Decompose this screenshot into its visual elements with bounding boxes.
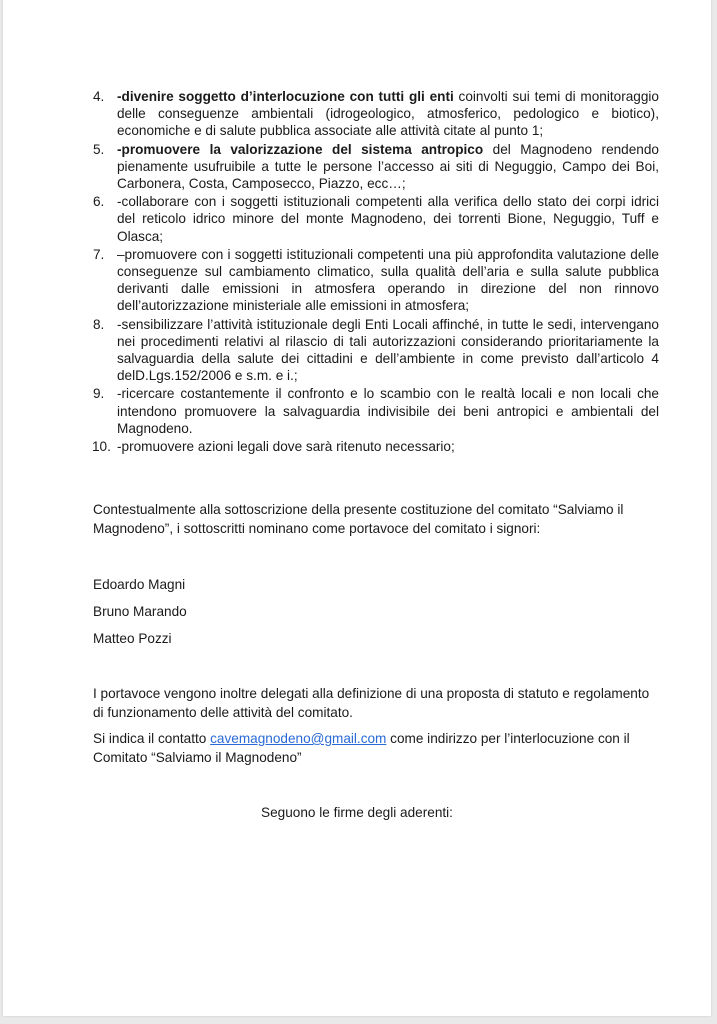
list-item-text: del Magnodeno rendendo pienamente usufruibile a tutte le persone l’accesso ai siti di Neguggio, Campo dei Boi, Carbonera, Costa, Camposecco, Piazzo, ecc…;: [117, 141, 659, 192]
list-item: [93, 193, 659, 245]
intro-paragraph: Contestualmente alla sottoscrizione della presente costituzione del comitato “Salviamo il Magnodeno”, i sottoscritti nominano come portavoce del comitato i signori:: [93, 502, 624, 536]
objectives-list: [93, 88, 659, 456]
list-item-number: 7.: [93, 246, 105, 262]
contact-text-before: Si indica il contatto: [93, 731, 211, 746]
list-item: [93, 246, 659, 315]
list-item-number: 10.: [92, 439, 111, 455]
list-item-number: 4.: [93, 89, 105, 104]
spokesperson-name: Bruno Marando: [93, 604, 187, 619]
list-item-bold-text: -promuovere la valorizzazione del sistema antropico: [117, 141, 484, 157]
list-item-text: -ricercare costantemente il confronto e lo scambio con le realtà locali e non locali che intendono promuovere la salvaguardia indivisibile dei beni antropici e ambientali del Magnodeno.: [117, 386, 659, 436]
signatures-heading: Seguono le firme degli aderenti:: [261, 805, 453, 820]
list-item: [93, 385, 659, 437]
spokesperson-name: Matteo Pozzi: [93, 631, 172, 646]
list-item-text: coinvolti sui temi di monitoraggio delle conseguenze ambientali (idrogeologico, atmosferico, pedologico e biotico), economiche e di salute pubblica associate alle attività citate al punto 1;: [117, 89, 659, 139]
spokesperson-name: Edoardo Magni: [93, 577, 186, 592]
list-item-number: 8.: [93, 316, 105, 332]
contact-email-link[interactable]: cavemagnodeno@gmail.com: [210, 731, 387, 746]
list-item-number: 6.: [93, 194, 105, 210]
contact-paragraph: [93, 729, 659, 767]
contact-text-after: come indirizzo per l’interlocuzione con il Comitato “Salviamo il Magnodeno”: [93, 731, 630, 765]
list-item-number: 5.: [93, 141, 105, 157]
list-item-text: –promuovere con i soggetti istituzionali competenti una più approfondita valutazione delle conseguenze sul cambiamento climatico, sulla qualità dell’aria e sulla salute pubblica derivanti dalle emissioni in atmosfera operando in direzione del non rinnovo dell’autorizzazione ministeriale alle emissioni in atmosfera;: [117, 246, 659, 314]
list-item-text: -promuovere azioni legali dove sarà ritenuto necessario;: [117, 439, 455, 455]
list-item: [93, 88, 659, 140]
list-item: [93, 438, 659, 455]
document-page: [3, 0, 711, 1016]
list-item: [93, 141, 659, 193]
list-item-bold-text: -divenire soggetto d’interlocuzione con tutti gli enti: [117, 89, 454, 104]
list-item-text: -sensibilizzare l’attività istituzionale degli Enti Locali affinché, in tutte le sedi, intervengano nei procedimenti relativi al rilascio di tali autorizzazioni considerando prioritariamente la salvaguardia della salute dei cittadini e dell’ambiente in come previsto dall’articolo 4 delD.Lgs.152/2006 e s.m. e i.;: [117, 316, 659, 384]
list-item-number: 9.: [93, 386, 105, 402]
list-item-text: -collaborare con i soggetti istituzionali competenti alla verifica dello stato dei corpi idrici del reticolo idrico minore del monte Magnodeno, dei torrenti Bione, Neguggio, Tuff e Olasca;: [117, 194, 659, 244]
list-item: [93, 316, 659, 385]
delegates-paragraph: I portavoce vengono inoltre delegati alla definizione di una proposta di statuto e regolamento di funzionamento delle attività del comitato.: [93, 686, 650, 720]
